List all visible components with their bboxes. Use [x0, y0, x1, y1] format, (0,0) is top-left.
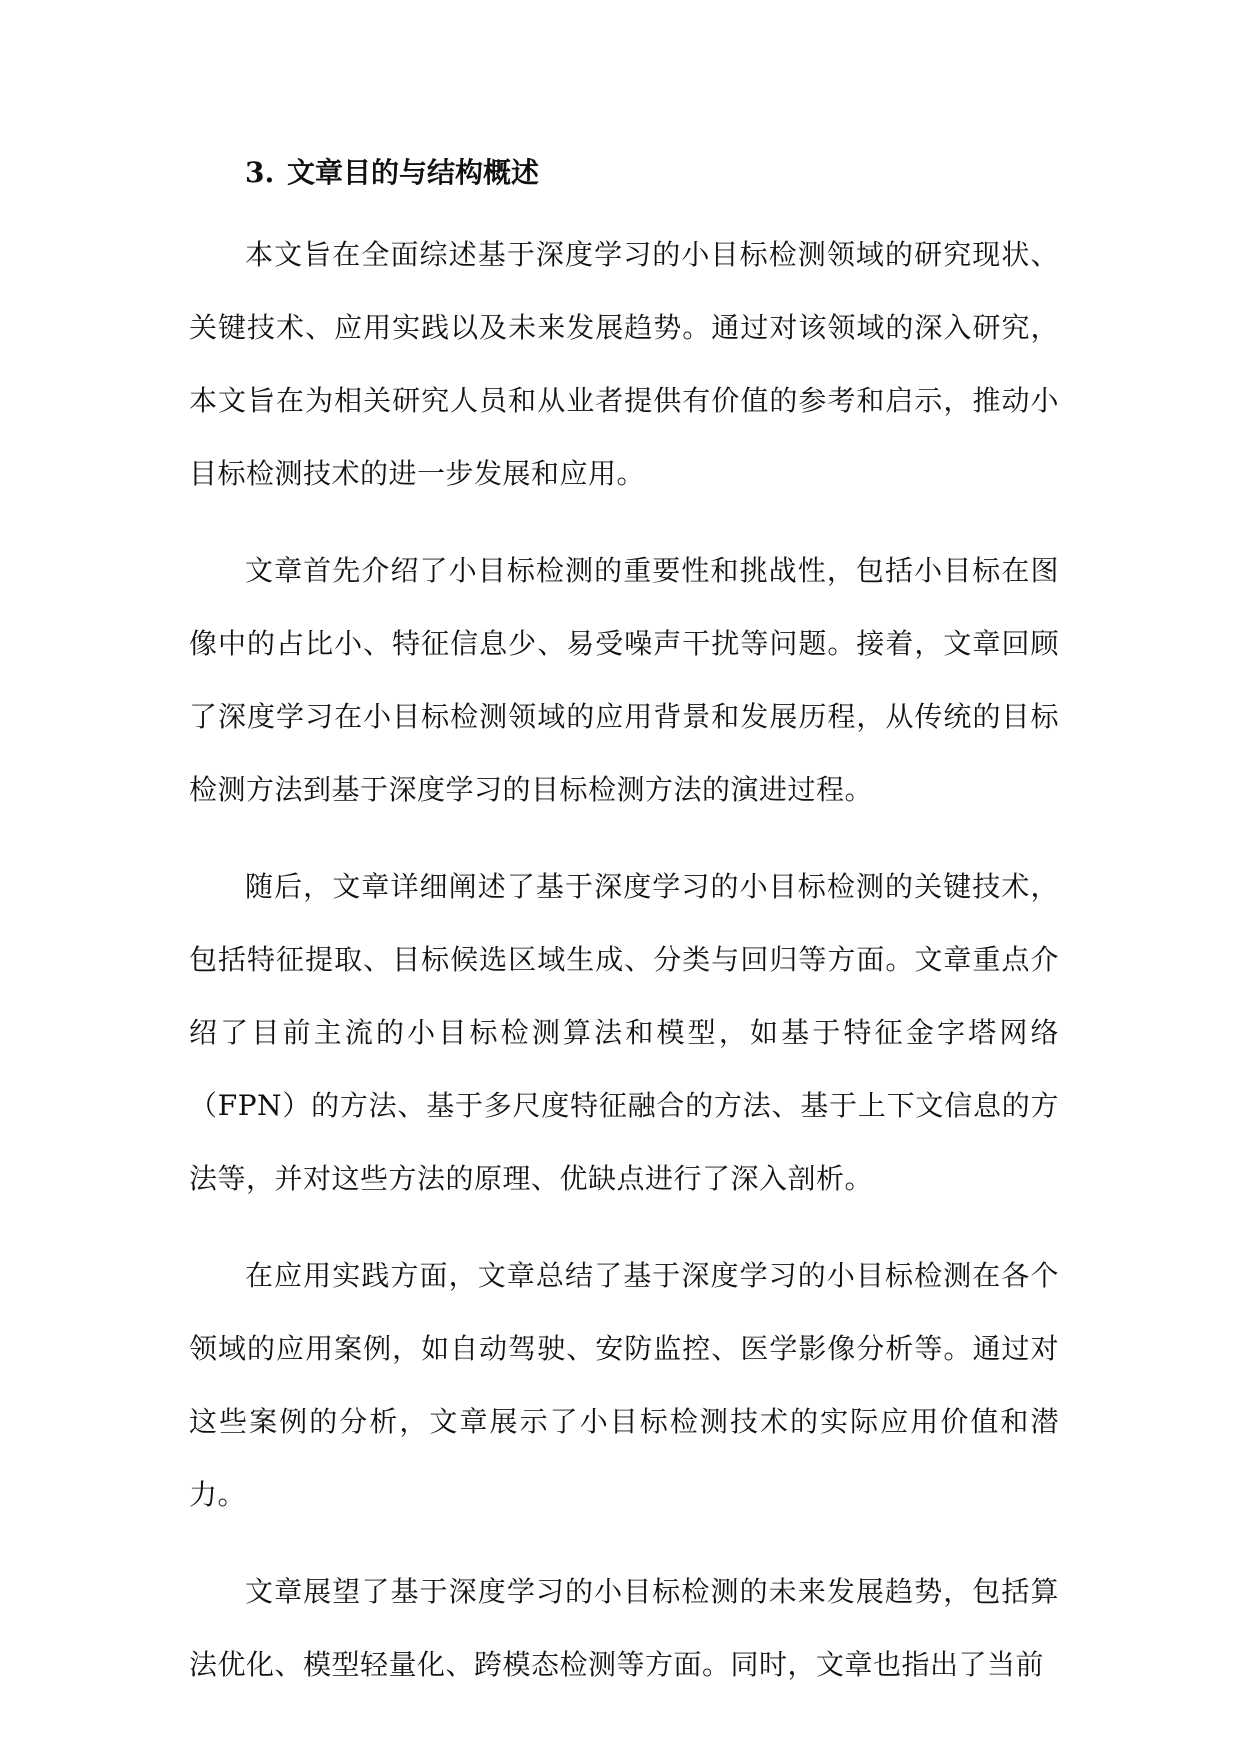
section-title: 文章目的与结构概述 [287, 156, 540, 189]
paragraph-introduction: 文章首先介绍了小目标检测的重要性和挑战性，包括小目标在图像中的占比小、特征信息少、易受噪声干扰等问题。接着，文章回顾了深度学习在小目标检测领域的应用背景和发展历程，从传统的目标检测方法到基于深度学习的目标检测方法的演进过程。 [189, 554, 1059, 806]
section-heading [189, 148, 1059, 198]
paragraph-key-techniques: 随后，文章详细阐述了基于深度学习的小目标检测的关键技术，包括特征提取、目标候选区域生成、分类与回归等方面。文章重点介绍了目前主流的小目标检测算法和模型，如基于特征金字塔网络（FPN）的方法、基于多尺度特征融合的方法、基于上下文信息的方法等，并对这些方法的原理、优缺点进行了深入剖析。 [189, 870, 1059, 1195]
paragraph-applications: 在应用实践方面，文章总结了基于深度学习的小目标检测在各个领域的应用案例，如自动驾驶、安防监控、医学影像分析等。通过对这些案例的分析，文章展示了小目标检测技术的实际应用价值和潜力。 [189, 1259, 1059, 1511]
paragraph-outlook: 文章展望了基于深度学习的小目标检测的未来发展趋势，包括算法优化、模型轻量化、跨模态检测等方面。同时，文章也指出了当前 [189, 1575, 1059, 1681]
paragraph-purpose: 本文旨在全面综述基于深度学习的小目标检测领域的研究现状、关键技术、应用实践以及未来发展趋势。通过对该领域的深入研究，本文旨在为相关研究人员和从业者提供有价值的参考和启示，推动小目标检测技术的进一步发展和应用。 [189, 238, 1059, 490]
section-number: 3. [245, 156, 275, 189]
document-body [189, 148, 1059, 1701]
